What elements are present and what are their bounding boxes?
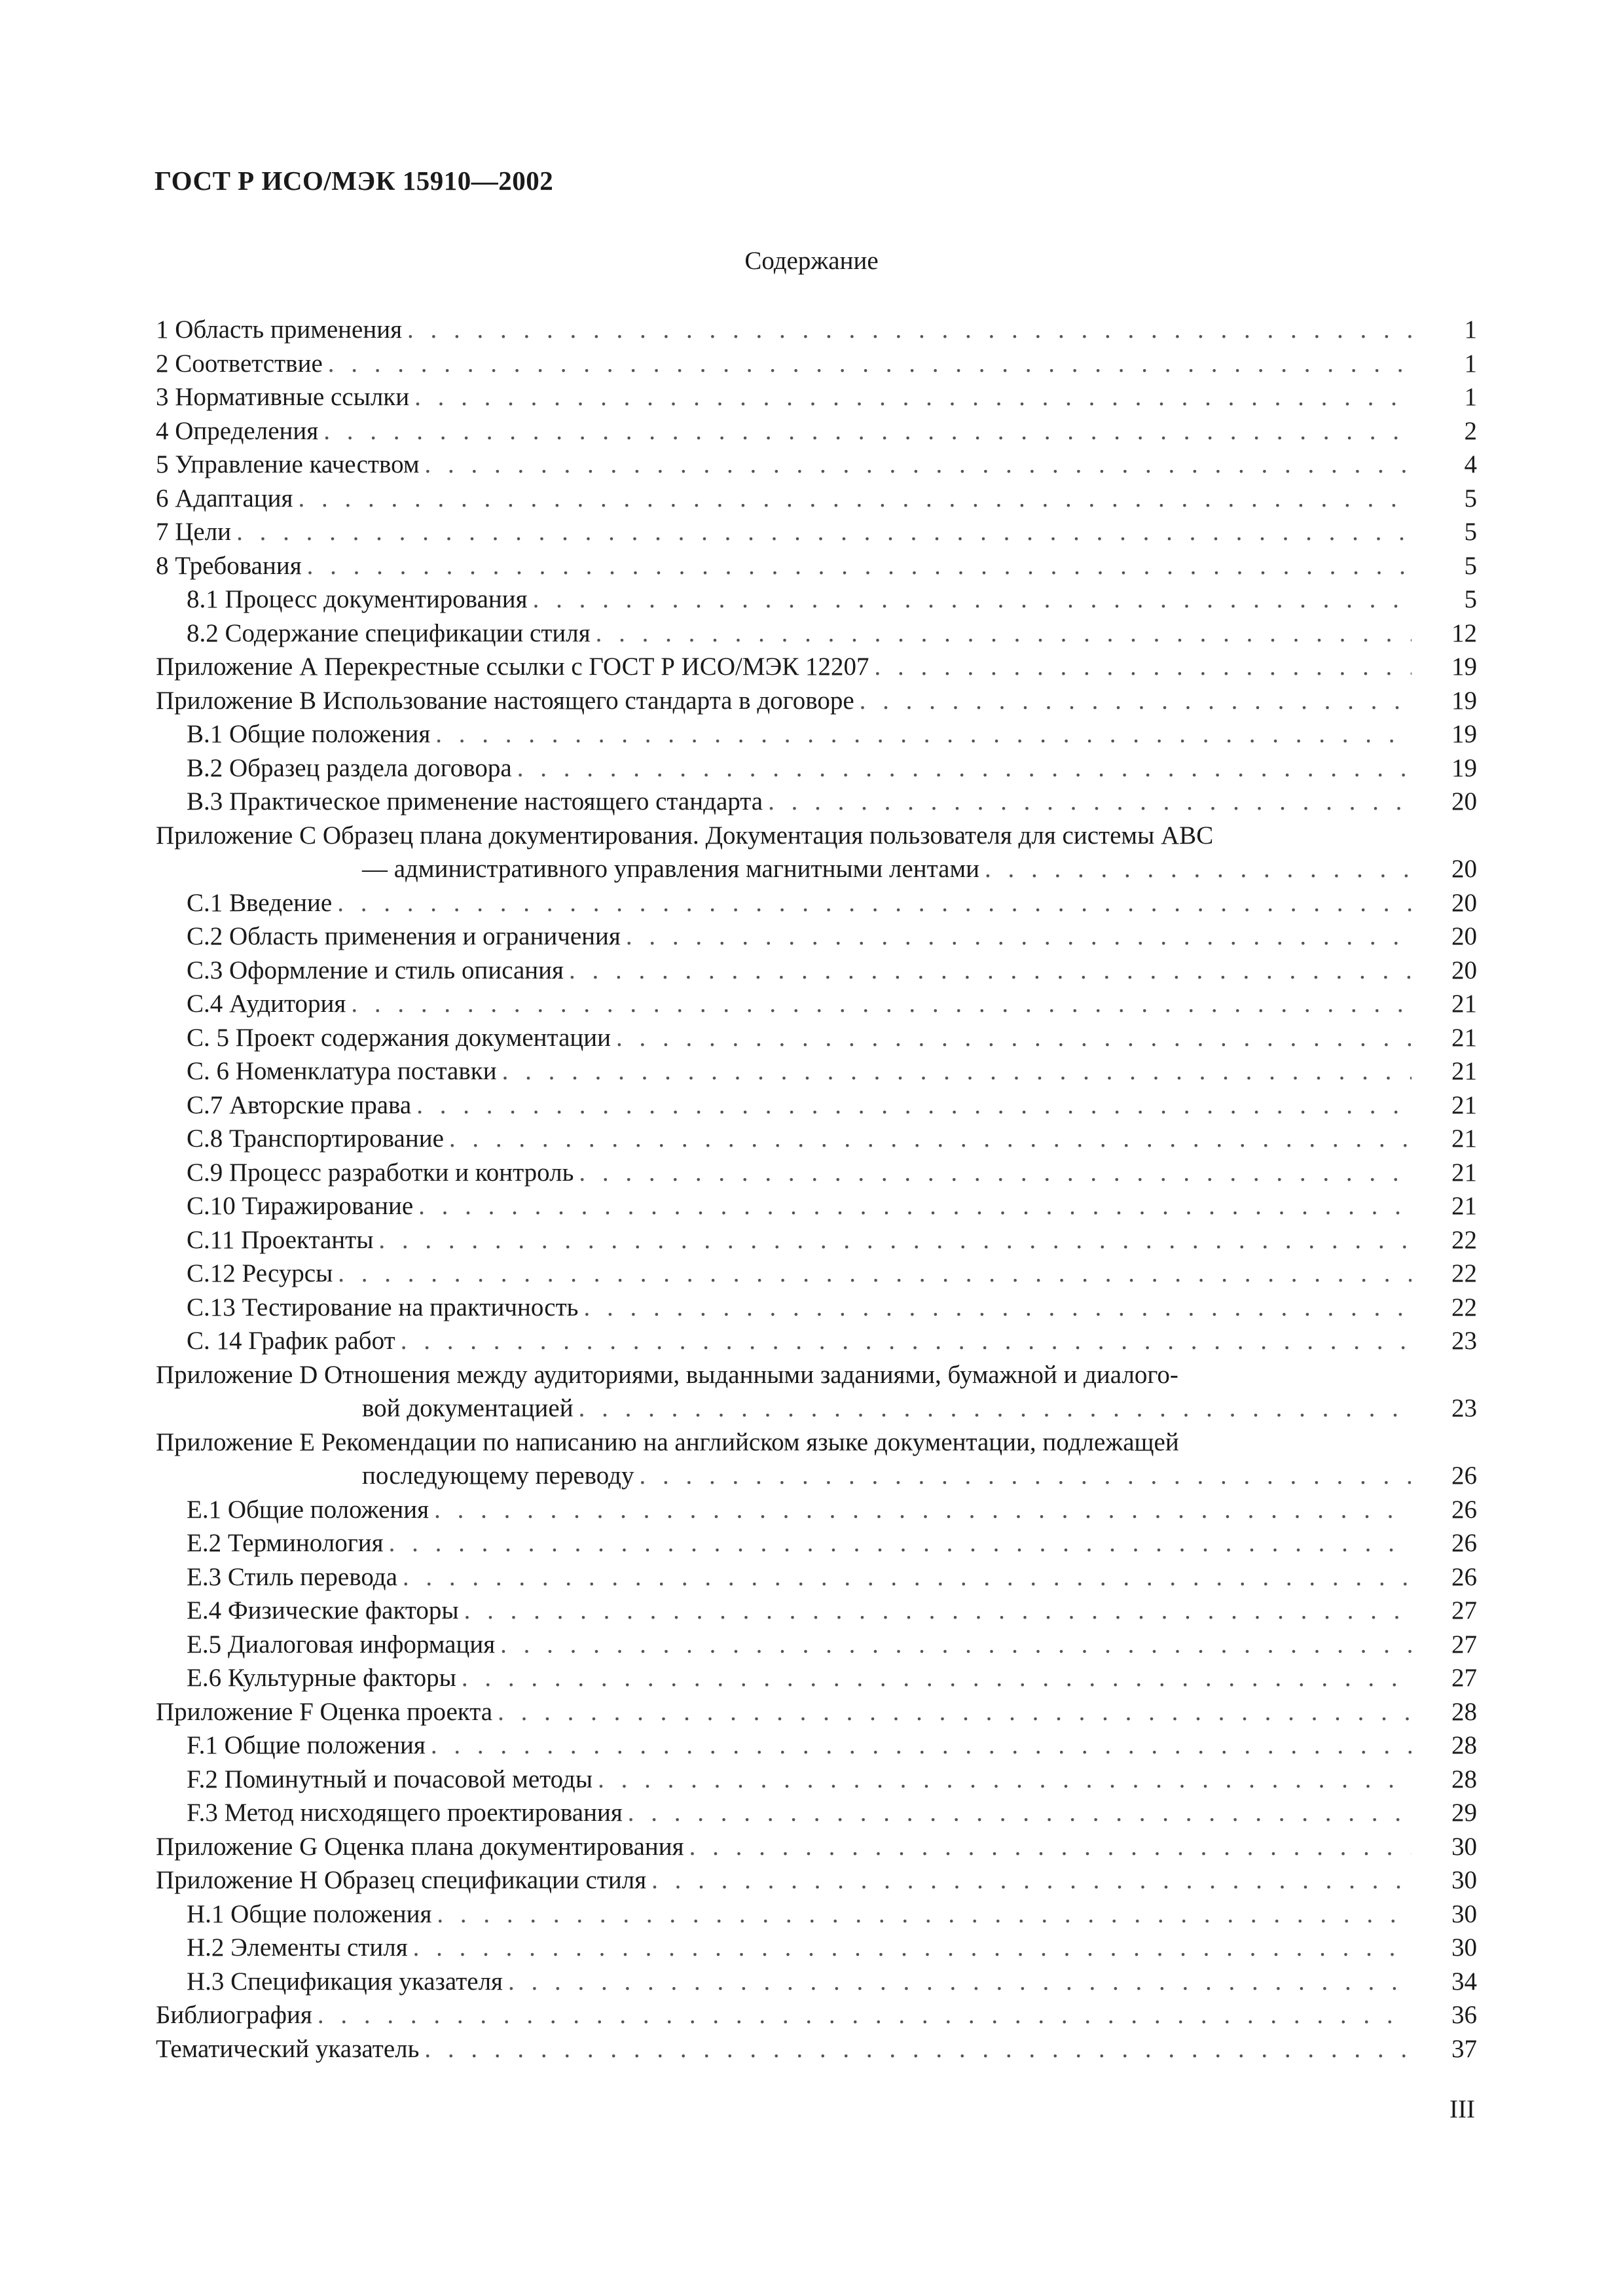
toc-entry-title: 1 Область применения (156, 313, 407, 347)
toc-entry[interactable] (156, 1560, 1477, 1594)
toc-dot-leader (579, 1391, 1412, 1426)
toc-entry-page: 22 (1451, 1259, 1477, 1287)
toc-entry-page: 26 (1451, 1562, 1477, 1591)
toc-dot-leader (768, 785, 1412, 819)
toc-entry-title: — административного управления магнитными лентами (156, 852, 985, 886)
toc-entry[interactable] (156, 1391, 1477, 1426)
toc-entry[interactable] (156, 1088, 1477, 1122)
toc-entry-page: 5 (1464, 585, 1477, 613)
toc-entry[interactable] (156, 1459, 1477, 1493)
toc-dot-leader (616, 1021, 1412, 1055)
toc-entry[interactable] (156, 1156, 1477, 1190)
toc-entry-title: Приложение А Перекрестные ссылки с ГОСТ Р ИСО/МЭК 12207 (156, 650, 875, 684)
toc-entry[interactable] (156, 313, 1477, 347)
toc-dot-leader (351, 987, 1412, 1021)
toc-entry-title: Приложение С Образец плана документирования. Документация пользователя для системы АВС (156, 819, 1412, 853)
toc-dot-leader (434, 1493, 1412, 1527)
toc-entry[interactable] (156, 583, 1477, 617)
toc-entry[interactable] (156, 1493, 1477, 1527)
toc-dot-leader (596, 617, 1412, 651)
toc-entry[interactable] (156, 1594, 1477, 1628)
toc-entry-title: 5 Управление качеством (156, 448, 425, 482)
toc-dot-leader (508, 1965, 1412, 1999)
toc-entry-title: 8.1 Процесс документирования (156, 583, 533, 617)
toc-dot-leader (431, 1729, 1412, 1763)
toc-entry[interactable] (156, 1729, 1477, 1763)
toc-dot-leader (328, 347, 1412, 381)
toc-entry[interactable] (156, 954, 1477, 988)
toc-dot-leader (437, 1897, 1412, 1931)
toc-entry[interactable] (156, 1223, 1477, 1257)
toc-entry[interactable] (156, 819, 1477, 853)
toc-entry-title: Е.5 Диалоговая информация (156, 1628, 500, 1662)
toc-dot-leader (318, 1998, 1412, 2032)
toc-entry[interactable] (156, 1324, 1477, 1358)
toc-entry-page: 30 (1451, 1933, 1477, 1962)
toc-entry-title: С.4 Аудитория (156, 987, 351, 1021)
toc-dot-leader (403, 1560, 1412, 1594)
toc-dot-leader (307, 549, 1412, 583)
toc-entry[interactable] (156, 617, 1477, 651)
toc-entry-page: 30 (1451, 1832, 1477, 1861)
toc-entry-page: 20 (1451, 787, 1477, 816)
toc-entry[interactable] (156, 1358, 1477, 1392)
toc-entry-page: 37 (1451, 2034, 1477, 2063)
toc-entry[interactable] (156, 1796, 1477, 1830)
toc-entry[interactable] (156, 1695, 1477, 1729)
toc-entry-title: 4 Определения (156, 414, 323, 448)
toc-entry[interactable] (156, 886, 1477, 920)
toc-dot-leader (389, 1526, 1412, 1560)
toc-entry-page: 23 (1451, 1327, 1477, 1355)
toc-entry-title: Н.3 Спецификация указателя (156, 1965, 508, 1999)
toc-entry-page: 26 (1451, 1462, 1477, 1490)
toc-entry-page: 19 (1451, 653, 1477, 681)
toc-entry-page: 2 (1464, 416, 1477, 445)
toc-entry-page: 5 (1464, 484, 1477, 512)
toc-entry-title: Н.2 Элементы стиля (156, 1931, 413, 1965)
toc-entry-title: Приложение D Отношения между аудиториями, выданными заданиями, бумажной и диалого- (156, 1358, 1412, 1392)
toc-entry[interactable] (156, 1122, 1477, 1156)
toc-entry-title: С. 14 График работ (156, 1324, 401, 1358)
toc-entry-page: 26 (1451, 1529, 1477, 1557)
toc-entry-title: F.1 Общие положения (156, 1729, 431, 1763)
toc-dot-leader (418, 1189, 1412, 1223)
toc-entry-page: 21 (1451, 1124, 1477, 1153)
toc-entry[interactable] (156, 549, 1477, 583)
toc-entry[interactable] (156, 1054, 1477, 1088)
toc-entry-page: 26 (1451, 1495, 1477, 1524)
toc-entry-page: 34 (1451, 1967, 1477, 1996)
toc-entry-title: В.3 Практическое применение настоящего стандарта (156, 785, 768, 819)
toc-entry[interactable] (156, 448, 1477, 482)
toc-entry-page: 20 (1451, 855, 1477, 883)
toc-dot-leader (401, 1324, 1412, 1358)
toc-dot-leader (424, 2032, 1412, 2066)
toc-dot-leader (500, 1628, 1412, 1662)
toc-dot-leader (414, 380, 1412, 414)
toc-entry-page: 1 (1464, 349, 1477, 378)
toc-entry-title: Е.2 Терминология (156, 1526, 389, 1560)
toc-entry-title: Е.3 Стиль перевода (156, 1560, 403, 1594)
toc-dot-leader (407, 313, 1412, 347)
toc-dot-leader (598, 1763, 1412, 1797)
toc-dot-leader (640, 1459, 1412, 1493)
toc-entry-page: 23 (1451, 1394, 1477, 1422)
toc-dot-leader (579, 1156, 1412, 1190)
toc-dot-leader (498, 1695, 1412, 1729)
toc-entry-page: 30 (1451, 1866, 1477, 1894)
toc-entry-title: Библиография (156, 1998, 318, 2032)
document-header: ГОСТ Р ИСО/МЭК 15910—2002 (155, 166, 554, 196)
toc-entry-title: F.2 Поминутный и почасовой методы (156, 1763, 598, 1797)
toc-entry-page: 21 (1451, 990, 1477, 1018)
toc-entry[interactable] (156, 650, 1477, 684)
toc-dot-leader (462, 1661, 1412, 1695)
toc-entry[interactable] (156, 515, 1477, 549)
toc-dot-leader (689, 1830, 1412, 1864)
page-number: III (1450, 2095, 1475, 2123)
toc-entry-page: 20 (1451, 888, 1477, 917)
toc-entry-page: 29 (1451, 1799, 1477, 1827)
toc-entry-page: 20 (1451, 922, 1477, 950)
toc-entry-page: 27 (1451, 1664, 1477, 1692)
toc-dot-leader (449, 1122, 1412, 1156)
toc-entry[interactable] (156, 1965, 1477, 1999)
toc-dot-leader (875, 650, 1412, 684)
toc-entry[interactable] (156, 1257, 1477, 1291)
toc-entry[interactable] (156, 920, 1477, 954)
toc-entry[interactable] (156, 1189, 1477, 1223)
toc-entry-page: 27 (1451, 1630, 1477, 1659)
toc-entry-title: Е.4 Физические факторы (156, 1594, 464, 1628)
toc-dot-leader (860, 684, 1412, 718)
toc-entry-title: С.9 Процесс разработки и контроль (156, 1156, 579, 1190)
toc-entry-title: Е.6 Культурные факторы (156, 1661, 462, 1695)
toc-entry[interactable] (156, 1931, 1477, 1965)
toc-entry-page: 21 (1451, 1158, 1477, 1187)
toc-entry[interactable] (156, 482, 1477, 516)
toc-entry[interactable] (156, 1998, 1477, 2032)
toc-dot-leader (435, 717, 1412, 751)
toc-entry-page: 36 (1451, 2001, 1477, 2029)
toc-entry-page: 21 (1451, 1023, 1477, 1052)
toc-dot-leader (628, 1796, 1412, 1830)
toc-entry-page: 21 (1451, 1192, 1477, 1220)
toc-entry[interactable] (156, 1897, 1477, 1931)
toc-entry-page: 4 (1464, 450, 1477, 478)
toc-entry-page: 5 (1464, 518, 1477, 546)
toc-entry-page: 19 (1451, 720, 1477, 748)
toc-entry-page: 21 (1451, 1057, 1477, 1085)
toc-entry-title: С.13 Тестирование на практичность (156, 1291, 583, 1325)
toc-dot-leader (569, 954, 1412, 988)
toc-entry[interactable] (156, 380, 1477, 414)
toc-entry-title: С.8 Транспортирование (156, 1122, 449, 1156)
toc-entry-title: Приложение В Использование настоящего стандарта в договоре (156, 684, 860, 718)
toc-entry-page: 27 (1451, 1596, 1477, 1624)
toc-entry-page: 28 (1451, 1697, 1477, 1726)
toc-entry-page: 19 (1451, 753, 1477, 782)
toc-dot-leader (323, 414, 1412, 448)
toc-entry[interactable] (156, 684, 1477, 718)
toc-entry-title: С. 6 Номенклатура поставки (156, 1054, 502, 1088)
toc-entry[interactable] (156, 717, 1477, 751)
toc-entry-title: вой документацией (156, 1391, 579, 1426)
toc-entry[interactable] (156, 785, 1477, 819)
toc-dot-leader (236, 515, 1412, 549)
toc-entry-title: С.7 Авторские права (156, 1088, 416, 1122)
toc-entry[interactable] (156, 1291, 1477, 1325)
toc-entry-title: Е.1 Общие положения (156, 1493, 434, 1527)
toc-dot-leader (425, 448, 1412, 482)
toc-dot-leader (337, 886, 1412, 920)
toc-title: Содержание (744, 247, 879, 275)
toc-entry[interactable] (156, 1628, 1477, 1662)
toc-entry-title: В.2 Образец раздела договора (156, 751, 517, 785)
toc-entry-title: 8 Требования (156, 549, 307, 583)
toc-entry-title: С.12 Ресурсы (156, 1257, 338, 1291)
toc-entry-title: С.11 Проектанты (156, 1223, 378, 1257)
toc-dot-leader (378, 1223, 1412, 1257)
toc-dot-leader (533, 583, 1412, 617)
toc-entry[interactable] (156, 1863, 1477, 1897)
toc-entry-title: С.1 Введение (156, 886, 337, 920)
toc-entry-page: 19 (1451, 686, 1477, 715)
toc-entry[interactable] (156, 347, 1477, 381)
toc-dot-leader (413, 1931, 1412, 1965)
toc-dot-leader (517, 751, 1412, 785)
toc-entry-title: Н.1 Общие положения (156, 1897, 437, 1931)
toc-entry-page: 5 (1464, 551, 1477, 580)
toc-entry-title: Приложение Е Рекомендации по написанию на английском языке документации, подлежащей (156, 1426, 1412, 1460)
toc-entry-page: 12 (1451, 619, 1477, 647)
toc-entry-title: С.3 Оформление и стиль описания (156, 954, 569, 988)
toc-entry-page: 22 (1451, 1225, 1477, 1254)
toc-entry-title: 7 Цели (156, 515, 236, 549)
toc-entry-page: 28 (1451, 1765, 1477, 1793)
toc-entry-page: 30 (1451, 1899, 1477, 1928)
toc-dot-leader (502, 1054, 1412, 1088)
toc-entry-title: 2 Соответствие (156, 347, 328, 381)
toc-dot-leader (626, 920, 1412, 954)
toc-dot-leader (583, 1291, 1412, 1325)
toc-entry-title: 3 Нормативные ссылки (156, 380, 414, 414)
toc-entry-page: 22 (1451, 1293, 1477, 1321)
toc-entry-page: 1 (1464, 383, 1477, 411)
table-of-contents (156, 313, 1477, 2066)
toc-entry-title: Приложение G Оценка плана документирования (156, 1830, 689, 1864)
toc-entry[interactable] (156, 751, 1477, 785)
toc-entry-page: 21 (1451, 1090, 1477, 1119)
toc-entry[interactable] (156, 987, 1477, 1021)
toc-entry-title: Приложение F Оценка проекта (156, 1695, 498, 1729)
toc-entry-title: 8.2 Содержание спецификации стиля (156, 617, 596, 651)
toc-entry[interactable] (156, 1763, 1477, 1797)
toc-entry[interactable] (156, 1526, 1477, 1560)
toc-entry[interactable] (156, 414, 1477, 448)
toc-entry[interactable] (156, 1830, 1477, 1864)
toc-dot-leader (416, 1088, 1412, 1122)
toc-entry-title: Приложение Н Образец спецификации стиля (156, 1863, 651, 1897)
toc-dot-leader (338, 1257, 1412, 1291)
toc-dot-leader (651, 1863, 1412, 1897)
toc-entry-title: F.3 Метод нисходящего проектирования (156, 1796, 628, 1830)
toc-dot-leader (985, 852, 1412, 886)
toc-dot-leader (298, 482, 1412, 516)
toc-entry-title: 6 Адаптация (156, 482, 298, 516)
toc-entry[interactable] (156, 1426, 1477, 1460)
toc-entry[interactable] (156, 2032, 1477, 2066)
toc-entry[interactable] (156, 852, 1477, 886)
toc-entry-title: С.10 Тиражирование (156, 1189, 418, 1223)
toc-entry-page: 20 (1451, 956, 1477, 984)
toc-entry[interactable] (156, 1021, 1477, 1055)
toc-entry-page: 28 (1451, 1731, 1477, 1759)
toc-entry-title: С.2 Область применения и ограничения (156, 920, 626, 954)
toc-dot-leader (464, 1594, 1412, 1628)
toc-entry[interactable] (156, 1661, 1477, 1695)
toc-entry-title: В.1 Общие положения (156, 717, 435, 751)
toc-entry-title: Тематический указатель (156, 2032, 424, 2066)
toc-entry-page: 1 (1464, 315, 1477, 344)
toc-entry-title: последующему переводу (156, 1459, 640, 1493)
toc-entry-title: С. 5 Проект содержания документации (156, 1021, 616, 1055)
